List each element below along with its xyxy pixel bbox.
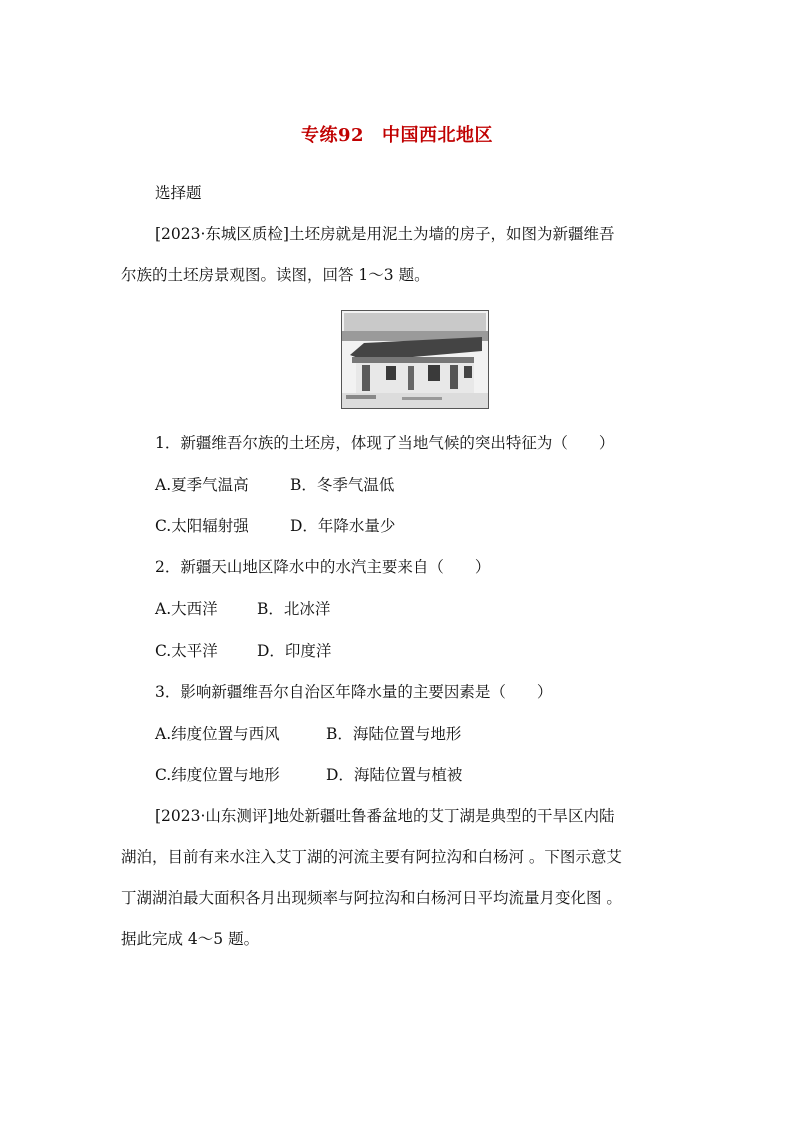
question-3-stem: 3．影响新疆维吾尔自治区年降水量的主要因素是（ ） (155, 683, 553, 701)
q2-option-c[interactable]: C.太平洋 (155, 642, 218, 660)
question-3-options-row-1 (155, 724, 462, 744)
intro1-line1: [2023·东城区质检]土坯房就是用泥土为墙的房子，如图为新疆维吾 (155, 225, 615, 243)
q1-option-d[interactable]: D．年降水量少 (290, 517, 396, 535)
section-heading: 选择题 (155, 184, 202, 202)
intro2-line4: 据此完成 4～5 题。 (121, 930, 260, 948)
title-number: 专练92 (300, 125, 365, 146)
question-2-options-row-2 (155, 641, 332, 661)
q3-option-b[interactable]: B．海陆位置与地形 (326, 725, 462, 743)
intro1-line2: 尔族的土坯房景观图。读图，回答 1～3 题。 (121, 266, 430, 284)
question-3-options-row-2 (155, 765, 463, 785)
q2-option-b[interactable]: B．北冰洋 (257, 600, 331, 618)
intro-paragraph-1 (121, 214, 681, 296)
earthen-house-photo (341, 310, 489, 409)
title-topic: 中国西北地区 (382, 125, 494, 146)
q1-option-c[interactable]: C.太阳辐射强 (155, 517, 249, 535)
question-1-options-row-2 (155, 516, 396, 536)
q2-option-a[interactable]: A.大西洋 (155, 600, 218, 618)
intro2-line1: [2023·山东测评]地处新疆吐鲁番盆地的艾丁湖是典型的干旱区内陆 (155, 807, 615, 825)
q3-option-c[interactable]: C.纬度位置与地形 (155, 766, 280, 784)
intro2-line2: 湖泊，目前有来水注入艾丁湖的河流主要有阿拉沟和白杨河 。下图示意艾 (121, 848, 622, 866)
q3-option-d[interactable]: D．海陆位置与植被 (326, 766, 463, 784)
intro2-line3: 丁湖湖泊最大面积各月出现频率与阿拉沟和白杨河日平均流量月变化图 。 (121, 889, 622, 907)
question-2-options-row-1 (155, 599, 331, 619)
q2-option-d[interactable]: D．印度洋 (257, 642, 332, 660)
question-1-options-row-1 (155, 475, 395, 495)
intro-paragraph-2 (121, 796, 681, 960)
q1-option-a[interactable]: A.夏季气温高 (155, 476, 249, 494)
question-1-stem: 1．新疆维吾尔族的土坯房，体现了当地气候的突出特征为（ ） (155, 434, 615, 452)
q3-option-a[interactable]: A.纬度位置与西风 (155, 725, 280, 743)
earthen-house-illustration (342, 311, 488, 408)
question-2-stem: 2．新疆天山地区降水中的水汽主要来自（ ） (155, 558, 491, 576)
page-title (0, 121, 794, 147)
q1-option-b[interactable]: B．冬季气温低 (290, 476, 395, 494)
